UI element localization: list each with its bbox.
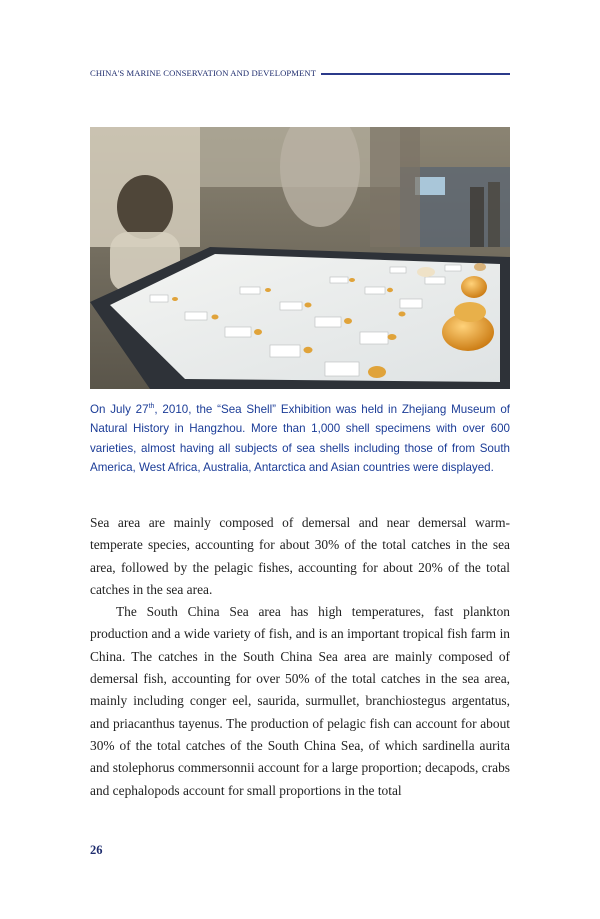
caption-text-start: On July 27	[90, 403, 149, 416]
running-header	[90, 66, 510, 80]
body-paragraph-2: The South China Sea area has high temperatures, fast plankton production and a wide variety of fish, and is an important tropical fish farm in China. The catches in the South China Sea area are mainly composed of demersal fish, accounting for over 50% of the total catches in the sea area, mainly including conger eel, saurida, surmullet, branchiostegus argentatus, and priacanthus tayenus. The production of pelagic fish can account for about 30% of the total catches of the South China Sea, of which sardinella aurita and stolephorus commersonnii account for a large proportion; decapods, crabs and cephalopods account for small proportions in the total	[90, 604, 510, 798]
caption-superscript: th	[148, 403, 155, 411]
exhibition-photo	[90, 127, 510, 389]
page-number: 26	[90, 843, 103, 857]
photo-caption	[90, 400, 510, 478]
body-text	[90, 512, 510, 802]
header-rule	[321, 73, 510, 75]
caption-text-rest: , 2010, the “Sea Shell” Exhibition was held in Zhejiang Museum of Natural History in Hangzhou. More than 1,000 shell specimens with over 600 varieties, almost having all subjects of sea shells including those of from South America, West Africa, Australia, Antarctica and Asian countries were displayed.	[90, 403, 511, 475]
body-paragraph-1: Sea area are mainly composed of demersal and near demersal warm-temperate species, accounting for about 30% of the total catches in the sea area, followed by the pelagic fishes, accounting for about 20% of the total catches in the sea area.	[90, 515, 510, 597]
running-title: CHINA'S MARINE CONSERVATION AND DEVELOPMENT	[90, 68, 317, 78]
